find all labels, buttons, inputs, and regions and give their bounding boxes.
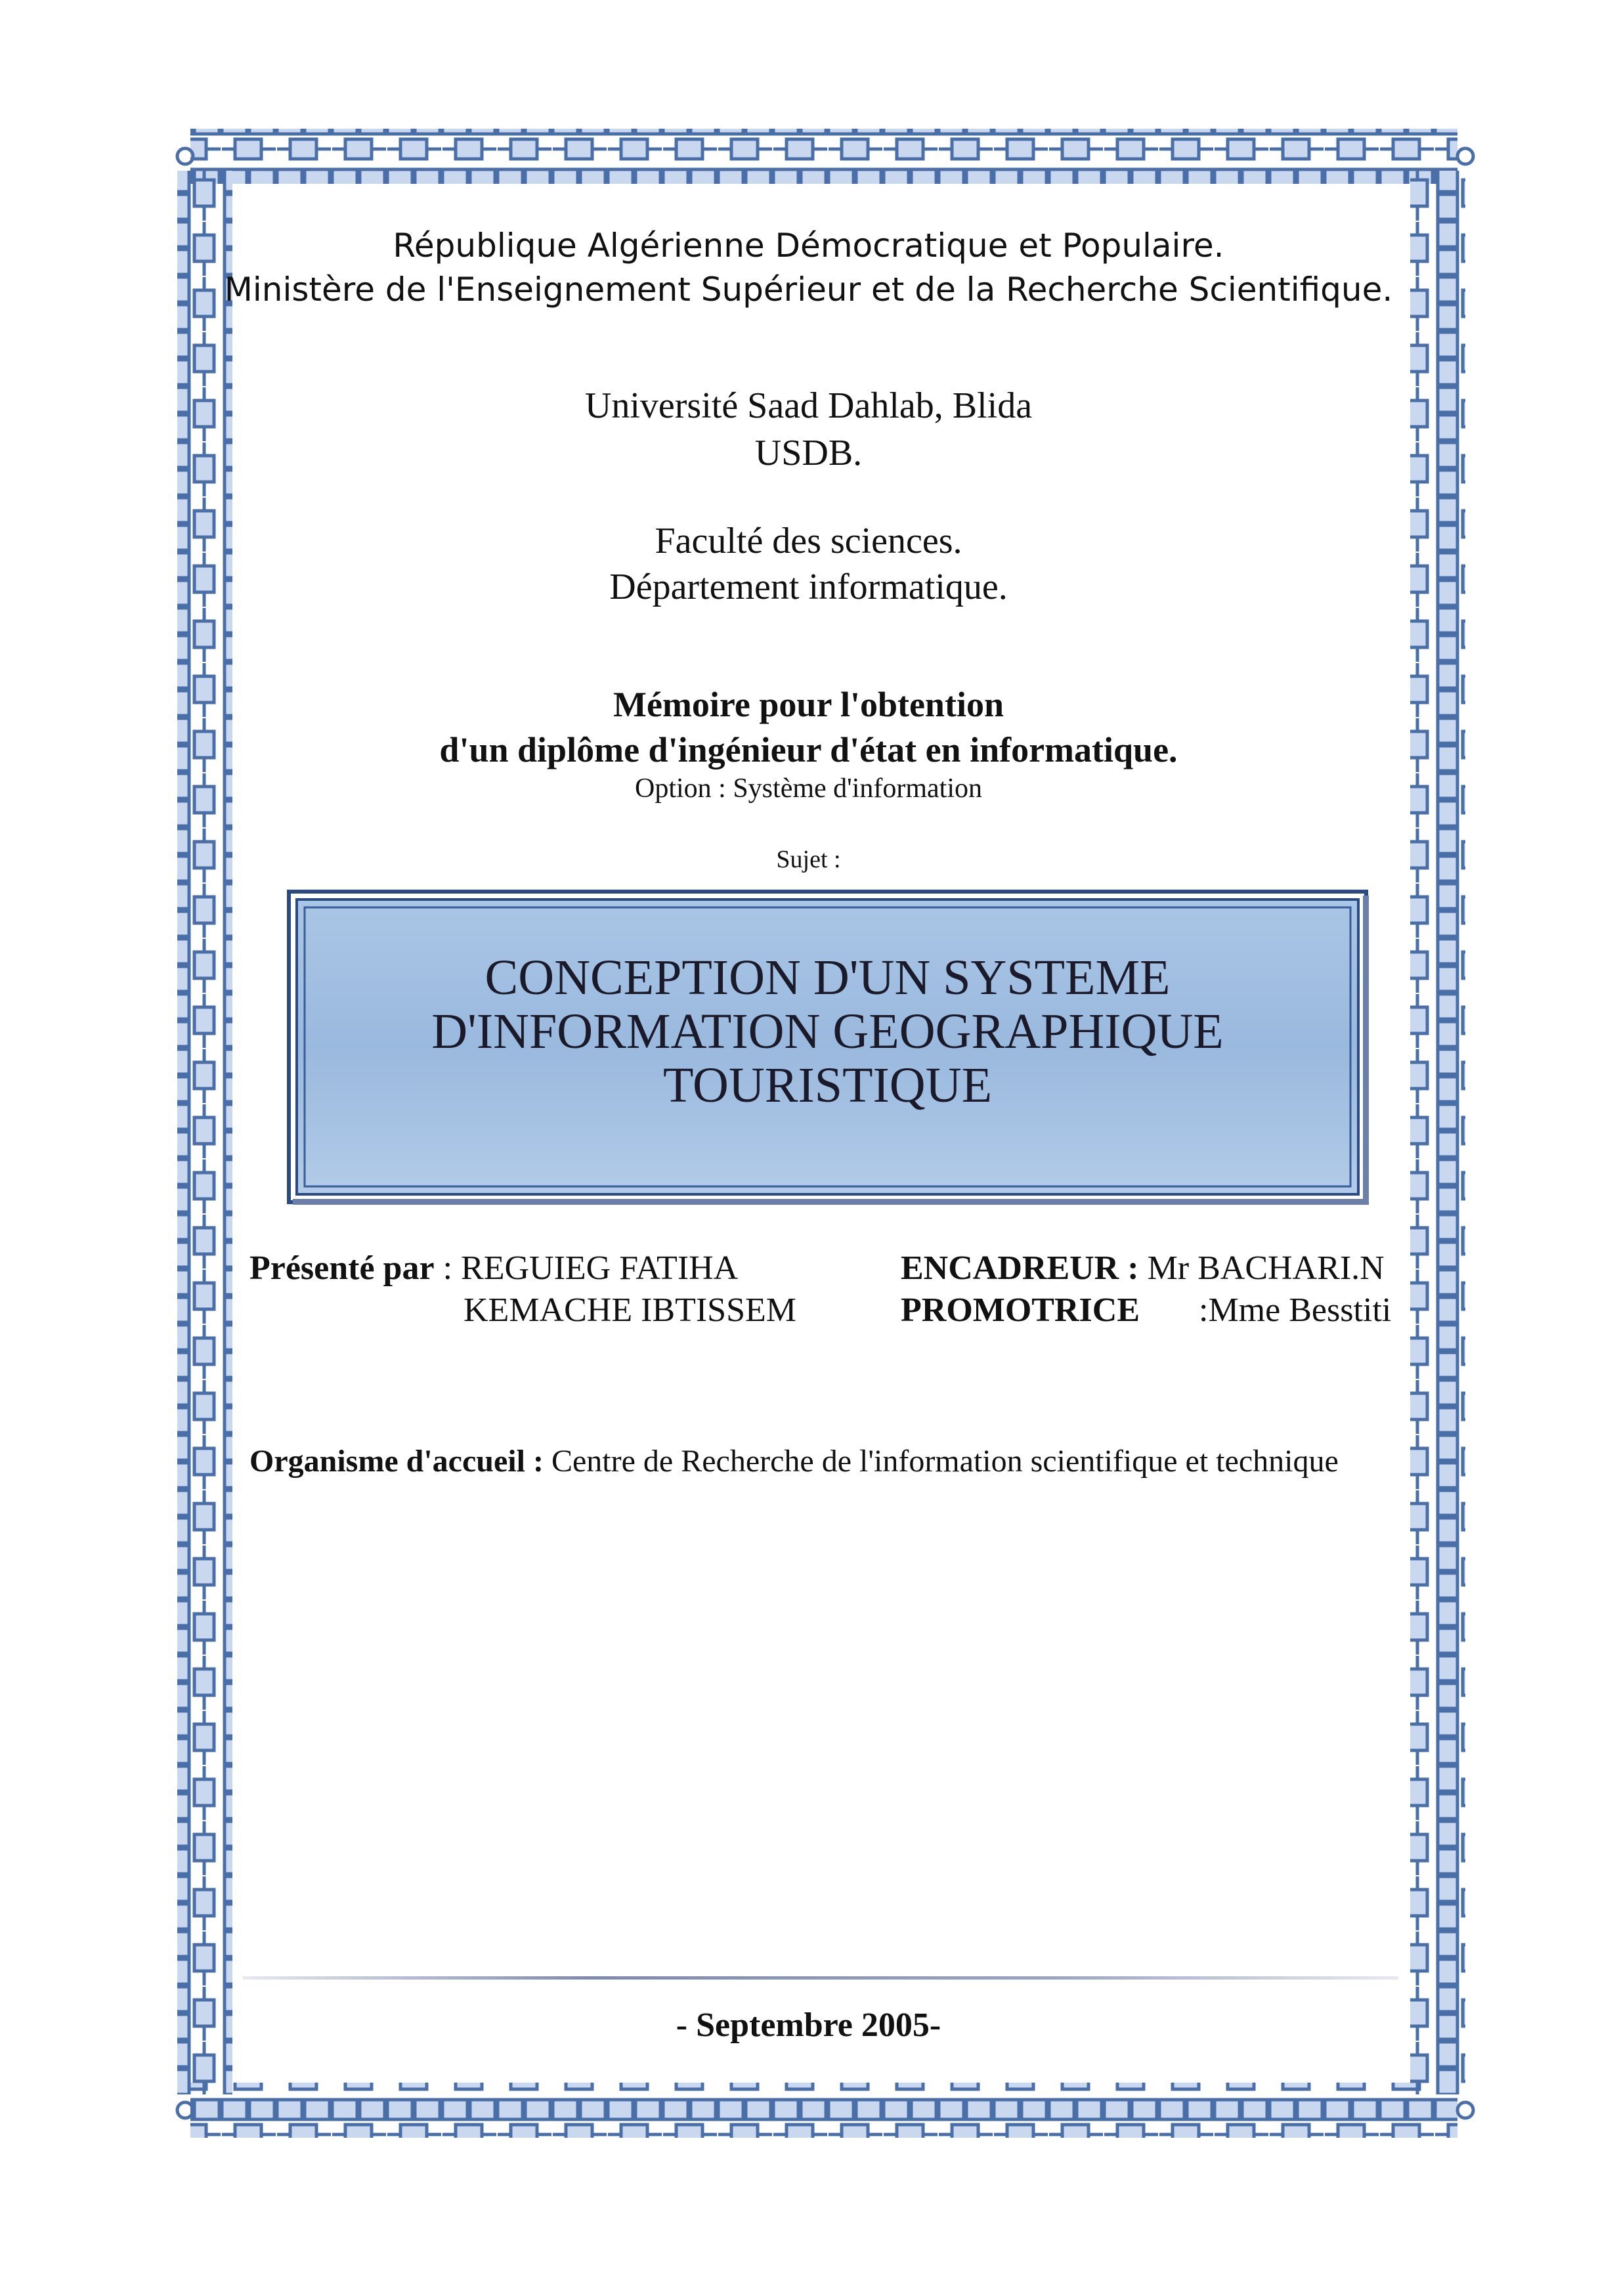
promotrice-label: PROMOTRICE <box>901 1291 1140 1329</box>
title-line-2: D'INFORMATION GEOGRAPHIQUE <box>431 1004 1224 1059</box>
authors-label-row <box>249 1249 738 1288</box>
title-line-1: CONCEPTION D'UN SYSTEME <box>485 950 1171 1005</box>
title-line-3: TOURISTIQUE <box>662 1058 992 1113</box>
diploma-heading: d'un diplôme d'ingénieur d'état en informatique. <box>439 730 1178 769</box>
thesis-title <box>286 951 1369 1112</box>
host-label: Organisme d'accueil : <box>249 1444 544 1479</box>
encadreur-name: Mr BACHARI.N <box>1147 1249 1385 1287</box>
footer-divider <box>243 1976 1398 1980</box>
authors-label: Présenté par <box>249 1249 435 1287</box>
faculty-name: Faculté des sciences. <box>655 521 962 561</box>
authors-separator: : <box>434 1249 462 1287</box>
university-name: Université Saad Dahlab, Blida <box>584 385 1033 426</box>
supervisor-row <box>901 1249 1385 1288</box>
host-organization-row <box>249 1443 1339 1479</box>
thesis-heading: Mémoire pour l'obtention <box>613 685 1004 724</box>
host-name: Centre de Recherche de l'information scientifique et technique <box>551 1444 1339 1479</box>
encadreur-label: ENCADREUR : <box>901 1249 1139 1287</box>
subject-label: Sujet : <box>776 846 841 873</box>
option-line: Option : Système d'information <box>634 773 983 804</box>
author-name-2: KEMACHE IBTISSEM <box>464 1291 797 1329</box>
republic-heading: République Algérienne Démocratique et Populaire. <box>393 227 1224 265</box>
ministry-heading: Ministère de l'Enseignement Supérieur et de la Recherche Scientifique. <box>224 271 1393 309</box>
footer-date: - Septembre 2005- <box>676 2006 941 2044</box>
promotrice-name: :Mme Besstiti <box>1199 1291 1392 1329</box>
department-name: Département informatique. <box>609 567 1008 607</box>
author-name-1: REGUIEG FATIHA <box>461 1249 739 1287</box>
university-acronym: USDB. <box>754 433 863 473</box>
